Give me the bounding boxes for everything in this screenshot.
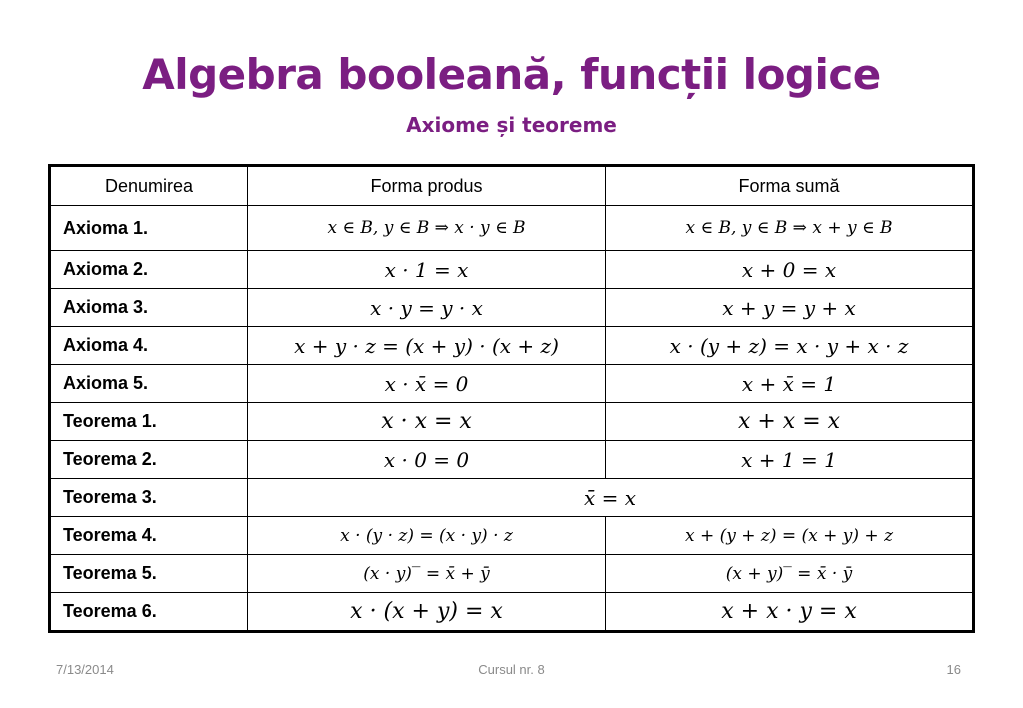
footer-course: Cursul nr. 8	[478, 662, 545, 677]
formula-suma: x + y = y + x	[606, 289, 974, 327]
row-name: Axioma 2.	[50, 251, 248, 289]
table-header-row	[50, 166, 974, 206]
formula-produs: x · x̄ = 0	[248, 365, 606, 403]
table-row	[50, 251, 974, 289]
formula-suma: x + x · y = x	[606, 593, 974, 632]
row-name: Axioma 5.	[50, 365, 248, 403]
formula-suma: x · (y + z) = x · y + x · z	[606, 327, 974, 365]
footer-page-number: 16	[946, 662, 961, 677]
row-name: Teorema 3.	[50, 479, 248, 517]
header-forma-suma: Forma sumă	[606, 166, 974, 206]
slide-title: Algebra booleană, funcții logice	[142, 50, 881, 99]
header-forma-produs: Forma produs	[248, 166, 606, 206]
table-row	[50, 403, 974, 441]
row-name: Teorema 4.	[50, 517, 248, 555]
formula-merged: x̄̄ = x	[248, 479, 974, 517]
table-row	[50, 365, 974, 403]
formula-produs: x · (y · z) = (x · y) · z	[248, 517, 606, 555]
footer-date: 7/13/2014	[56, 662, 114, 677]
formula-suma: x + 1 = 1	[606, 441, 974, 479]
formula-produs: x · 0 = 0	[248, 441, 606, 479]
formula-produs: x + y · z = (x + y) · (x + z)	[248, 327, 606, 365]
formula-suma: x + x̄ = 1	[606, 365, 974, 403]
header-denumirea: Denumirea	[50, 166, 248, 206]
row-name: Axioma 3.	[50, 289, 248, 327]
table-row	[50, 517, 974, 555]
table-row	[50, 479, 974, 517]
formula-produs: x ∈ B, y ∈ B ⇒ x · y ∈ B	[248, 206, 606, 251]
axioms-table	[48, 164, 975, 633]
formula-suma: x ∈ B, y ∈ B ⇒ x + y ∈ B	[606, 206, 974, 251]
formula-produs: x · x = x	[248, 403, 606, 441]
table-row	[50, 206, 974, 251]
formula-produs: (x · y)‾ = x̄ + ȳ	[248, 555, 606, 593]
formula-suma: x + (y + z) = (x + y) + z	[606, 517, 974, 555]
slide-subtitle: Axiome și teoreme	[406, 113, 617, 137]
formula-suma: x + x = x	[606, 403, 974, 441]
row-name: Teorema 5.	[50, 555, 248, 593]
table-row	[50, 327, 974, 365]
table-row	[50, 289, 974, 327]
table-row	[50, 593, 974, 632]
row-name: Axioma 1.	[50, 206, 248, 251]
row-name: Axioma 4.	[50, 327, 248, 365]
table-row	[50, 441, 974, 479]
formula-produs: x · 1 = x	[248, 251, 606, 289]
formula-produs: x · (x + y) = x	[248, 593, 606, 632]
formula-produs: x · y = y · x	[248, 289, 606, 327]
formula-suma: (x + y)‾ = x̄ · ȳ	[606, 555, 974, 593]
row-name: Teorema 1.	[50, 403, 248, 441]
formula-suma: x + 0 = x	[606, 251, 974, 289]
table-row	[50, 555, 974, 593]
row-name: Teorema 2.	[50, 441, 248, 479]
row-name: Teorema 6.	[50, 593, 248, 632]
